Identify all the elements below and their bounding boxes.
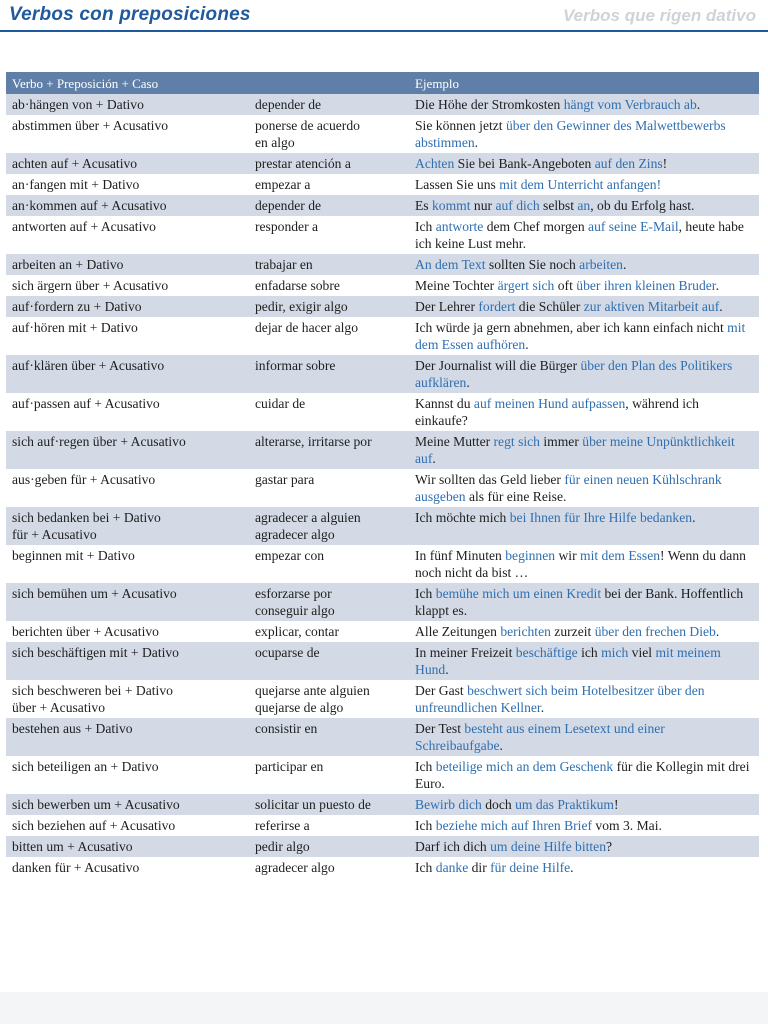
verb-cell bbox=[6, 507, 249, 545]
verb-cell bbox=[6, 393, 249, 431]
header-example: Ejemplo bbox=[409, 72, 759, 94]
example-highlight: mit dem Essen bbox=[580, 548, 661, 563]
meaning-cell bbox=[249, 836, 409, 857]
example-highlight: mit dem Essen aufhören bbox=[415, 320, 746, 352]
example-text: Der Test bbox=[415, 721, 465, 736]
table-row bbox=[6, 355, 759, 393]
verb-cell bbox=[6, 115, 249, 153]
title-underline bbox=[0, 30, 768, 32]
meaning-cell bbox=[249, 621, 409, 642]
table-row bbox=[6, 153, 759, 174]
example-highlight: auf seine E-Mail bbox=[588, 219, 679, 234]
verb-cell-line: arbeiten an + Dativo bbox=[12, 257, 124, 272]
example-cell bbox=[409, 642, 759, 680]
verb-cell-line: bestehen aus + Dativo bbox=[12, 721, 133, 736]
example-highlight: hängt vom Verbrauch ab bbox=[563, 97, 697, 112]
table-row bbox=[6, 794, 759, 815]
example-highlight: Achten bbox=[415, 156, 455, 171]
example-highlight: regt sich bbox=[493, 434, 540, 449]
example-text: . bbox=[715, 624, 720, 639]
verb-cell-line: achten auf + Acusativo bbox=[12, 156, 138, 171]
verb-cell-line: über + Acusativo bbox=[12, 700, 105, 715]
table-header-row bbox=[6, 72, 759, 94]
meaning-cell-line: consistir en bbox=[255, 721, 318, 736]
example-text: dem Chef morgen bbox=[483, 219, 589, 234]
example-highlight: um das Praktikum bbox=[515, 797, 614, 812]
verb-cell bbox=[6, 642, 249, 680]
example-cell bbox=[409, 680, 759, 718]
verb-cell bbox=[6, 94, 249, 115]
example-text: ! bbox=[662, 156, 668, 171]
example-highlight: ärgert sich bbox=[497, 278, 555, 293]
example-text: sollten Sie noch bbox=[485, 257, 580, 272]
example-highlight: arbeiten bbox=[579, 257, 623, 272]
example-text: Lassen Sie uns bbox=[415, 177, 500, 192]
example-cell bbox=[409, 153, 759, 174]
meaning-cell-line: agradecer a alguien bbox=[255, 510, 361, 525]
example-highlight: beziehe mich auf Ihren Brief bbox=[435, 818, 593, 833]
table-row bbox=[6, 254, 759, 275]
example-text: . bbox=[692, 510, 696, 525]
verb-cell-line: sich beschäftigen mit + Dativo bbox=[12, 645, 179, 660]
meaning-cell-line: gastar para bbox=[255, 472, 315, 487]
example-cell bbox=[409, 254, 759, 275]
meaning-cell bbox=[249, 680, 409, 718]
example-highlight: beginnen bbox=[505, 548, 556, 563]
meaning-cell-line: quejarse ante alguien bbox=[255, 683, 370, 698]
verb-cell-line: antworten auf + Acusativo bbox=[12, 219, 156, 234]
example-highlight: beteilige mich an dem Geschenk bbox=[435, 759, 614, 774]
verb-cell bbox=[6, 254, 249, 275]
example-cell bbox=[409, 393, 759, 431]
meaning-cell bbox=[249, 718, 409, 756]
example-highlight: besteht aus einem Lesetext und einer Schreibaufgabe bbox=[415, 721, 665, 753]
meaning-cell-line: pedir, exigir algo bbox=[255, 299, 348, 314]
example-text: Ich würde ja gern abnehmen, aber ich kann einfach nicht bbox=[415, 320, 728, 335]
example-text: Ich bbox=[415, 818, 436, 833]
table-row bbox=[6, 216, 759, 254]
example-highlight: um deine Hilfe bitten bbox=[490, 839, 607, 854]
verb-cell bbox=[6, 296, 249, 317]
example-text: ich bbox=[577, 645, 602, 660]
verb-cell bbox=[6, 621, 249, 642]
meaning-cell-line: empezar a bbox=[255, 177, 311, 192]
meaning-cell-line: ocuparse de bbox=[255, 645, 320, 660]
meaning-cell-line: prestar atención a bbox=[255, 156, 351, 171]
meaning-cell bbox=[249, 794, 409, 815]
example-highlight: auf meinen Hund aufpassen bbox=[473, 396, 626, 411]
bleed-through-title: Verbos que rigen dativo bbox=[562, 6, 756, 25]
example-cell bbox=[409, 431, 759, 469]
example-highlight: bei Ihnen für Ihre Hilfe bedanken bbox=[509, 510, 693, 525]
example-text: , ob du Erfolg hast. bbox=[590, 198, 695, 213]
meaning-cell bbox=[249, 815, 409, 836]
example-text: wir bbox=[555, 548, 580, 563]
example-highlight: berichten bbox=[500, 624, 551, 639]
example-highlight: für einen neuen Kühlschrank ausgeben bbox=[415, 472, 722, 504]
meaning-cell bbox=[249, 174, 409, 195]
verb-preposition-table bbox=[6, 72, 759, 878]
table-row bbox=[6, 680, 759, 718]
example-highlight: auf den Zins bbox=[594, 156, 663, 171]
meaning-cell-line: pedir algo bbox=[255, 839, 310, 854]
verb-cell-line: sich bedanken bei + Dativo bbox=[12, 510, 161, 525]
verb-cell-line: auf·passen auf + Acusativo bbox=[12, 396, 160, 411]
meaning-cell bbox=[249, 642, 409, 680]
example-text: bei der Bank. Hoffentlich klappt es. bbox=[415, 586, 744, 618]
meaning-cell-line: explicar, contar bbox=[255, 624, 339, 639]
verb-cell-line: aus·geben für + Acusativo bbox=[12, 472, 156, 487]
example-highlight: fordert bbox=[478, 299, 516, 314]
example-text: ? bbox=[606, 839, 613, 854]
meaning-cell-line: alterarse, irritarse por bbox=[255, 434, 372, 449]
verb-cell-line: sich beziehen auf + Acusativo bbox=[12, 818, 176, 833]
example-text: Sie bei Bank-Angeboten bbox=[454, 156, 595, 171]
verb-cell-line: berichten über + Acusativo bbox=[12, 624, 159, 639]
verb-cell bbox=[6, 680, 249, 718]
example-cell bbox=[409, 275, 759, 296]
meaning-cell-line: empezar con bbox=[255, 548, 325, 563]
verb-cell bbox=[6, 815, 249, 836]
table-row bbox=[6, 718, 759, 756]
example-text: . bbox=[696, 97, 701, 112]
example-highlight: über meine Unpünktlichkeit auf bbox=[415, 434, 735, 466]
example-text: Es bbox=[415, 198, 432, 213]
verb-cell bbox=[6, 756, 249, 794]
meaning-cell-line: agradecer algo bbox=[255, 527, 335, 542]
meaning-cell bbox=[249, 393, 409, 431]
example-cell bbox=[409, 857, 759, 878]
example-text: ! bbox=[614, 797, 619, 812]
example-text: viel bbox=[628, 645, 656, 660]
example-highlight: antworte bbox=[435, 219, 484, 234]
verb-cell bbox=[6, 431, 249, 469]
example-text: Ich bbox=[415, 219, 436, 234]
verb-cell-line: auf·hören mit + Dativo bbox=[12, 320, 138, 335]
example-highlight: kommt bbox=[432, 198, 471, 213]
verb-cell-line: ab·hängen von + Dativo bbox=[12, 97, 144, 112]
verb-cell bbox=[6, 355, 249, 393]
example-highlight: auf dich bbox=[495, 198, 540, 213]
example-text: für die Kollegin mit drei Euro. bbox=[415, 759, 750, 791]
meaning-cell bbox=[249, 216, 409, 254]
table-row bbox=[6, 815, 759, 836]
example-cell bbox=[409, 296, 759, 317]
meaning-cell-line: ponerse de acuerdo bbox=[255, 118, 360, 133]
example-text: In fünf Minuten bbox=[415, 548, 506, 563]
example-text: Der Journalist will die Bürger bbox=[415, 358, 581, 373]
meaning-cell-line: cuidar de bbox=[255, 396, 306, 411]
example-text: ! Wenn du dann noch nicht da bist … bbox=[415, 548, 746, 580]
page-title: Verbos con preposiciones bbox=[9, 4, 251, 25]
example-highlight: für deine Hilfe bbox=[490, 860, 571, 875]
verb-cell bbox=[6, 545, 249, 583]
table-row bbox=[6, 296, 759, 317]
table-row bbox=[6, 545, 759, 583]
verb-cell bbox=[6, 857, 249, 878]
example-text: Kannst du bbox=[415, 396, 474, 411]
example-highlight: bemühe mich um einen Kredit bbox=[435, 586, 602, 601]
example-text: Die Höhe der Stromkosten bbox=[415, 97, 564, 112]
example-text: In meiner Freizeit bbox=[415, 645, 516, 660]
example-text: die Schüler bbox=[515, 299, 584, 314]
example-text: Darf ich dich bbox=[415, 839, 491, 854]
example-highlight: über den Gewinner des Malwettbewerbs abstimmen bbox=[415, 118, 726, 150]
example-cell bbox=[409, 794, 759, 815]
table-row bbox=[6, 431, 759, 469]
verb-cell-line: sich ärgern über + Acusativo bbox=[12, 278, 169, 293]
verb-cell-line: bitten um + Acusativo bbox=[12, 839, 133, 854]
table-row bbox=[6, 115, 759, 153]
example-text: Wir sollten das Geld lieber bbox=[415, 472, 565, 487]
example-highlight: mich bbox=[601, 645, 629, 660]
meaning-cell bbox=[249, 469, 409, 507]
verb-cell bbox=[6, 216, 249, 254]
verb-cell-line: sich beteiligen an + Dativo bbox=[12, 759, 159, 774]
table-row bbox=[6, 94, 759, 115]
meaning-cell-line: referirse a bbox=[255, 818, 310, 833]
verb-cell bbox=[6, 153, 249, 174]
meaning-cell bbox=[249, 296, 409, 317]
meaning-cell bbox=[249, 195, 409, 216]
example-text: . bbox=[622, 257, 627, 272]
table-row bbox=[6, 507, 759, 545]
meaning-cell bbox=[249, 153, 409, 174]
table-row bbox=[6, 642, 759, 680]
example-text: . bbox=[474, 135, 479, 150]
table-row bbox=[6, 583, 759, 621]
verb-cell-line: für + Acusativo bbox=[12, 527, 97, 542]
example-highlight: mit dem Unterricht anfangen! bbox=[499, 177, 662, 192]
example-cell bbox=[409, 756, 759, 794]
example-cell bbox=[409, 355, 759, 393]
meaning-cell bbox=[249, 431, 409, 469]
meaning-cell-line: trabajar en bbox=[255, 257, 313, 272]
example-highlight: beschwert sich beim Hotelbesitzer über den unfreundlichen Kellner bbox=[415, 683, 705, 715]
verb-cell-line: an·kommen auf + Acusativo bbox=[12, 198, 167, 213]
verb-cell-line: sich beschweren bei + Dativo bbox=[12, 683, 173, 698]
example-text: zurzeit bbox=[550, 624, 595, 639]
verb-cell-line: an·fangen mit + Dativo bbox=[12, 177, 140, 192]
meaning-cell-line: agradecer algo bbox=[255, 860, 335, 875]
table-row bbox=[6, 174, 759, 195]
meaning-cell-line: responder a bbox=[255, 219, 319, 234]
example-text: . bbox=[540, 700, 545, 715]
verb-cell-line: auf·fordern zu + Dativo bbox=[12, 299, 142, 314]
meaning-cell bbox=[249, 756, 409, 794]
example-text: Der Lehrer bbox=[415, 299, 479, 314]
example-highlight: zur aktiven Mitarbeit auf bbox=[583, 299, 720, 314]
verb-cell bbox=[6, 718, 249, 756]
example-cell bbox=[409, 195, 759, 216]
example-highlight: Bewirb dich bbox=[415, 797, 482, 812]
example-highlight: beschäftige bbox=[515, 645, 578, 660]
example-highlight: an bbox=[577, 198, 591, 213]
meaning-cell bbox=[249, 94, 409, 115]
example-text: . bbox=[445, 662, 449, 677]
meaning-cell-line: participar en bbox=[255, 759, 324, 774]
example-highlight: mit meinem Hund bbox=[415, 645, 721, 677]
example-text: vom 3. Mai. bbox=[592, 818, 662, 833]
table-body bbox=[6, 94, 759, 878]
verb-cell-line: sich auf·regen über + Acusativo bbox=[12, 434, 186, 449]
example-text: . bbox=[719, 299, 723, 314]
meaning-cell bbox=[249, 857, 409, 878]
verb-cell bbox=[6, 469, 249, 507]
table-row bbox=[6, 393, 759, 431]
meaning-cell-line: solicitar un puesto de bbox=[255, 797, 371, 812]
example-text: nur bbox=[470, 198, 496, 213]
meaning-cell bbox=[249, 507, 409, 545]
page-bottom-margin bbox=[0, 992, 768, 1024]
meaning-cell bbox=[249, 275, 409, 296]
example-text: . bbox=[466, 375, 470, 390]
example-cell bbox=[409, 317, 759, 355]
example-text: Ich bbox=[415, 759, 436, 774]
table-row bbox=[6, 836, 759, 857]
verb-cell bbox=[6, 195, 249, 216]
example-cell bbox=[409, 469, 759, 507]
example-cell bbox=[409, 815, 759, 836]
meaning-cell-line: dejar de hacer algo bbox=[255, 320, 359, 335]
example-text: selbst bbox=[539, 198, 578, 213]
example-cell bbox=[409, 718, 759, 756]
meaning-cell bbox=[249, 115, 409, 153]
verb-cell bbox=[6, 174, 249, 195]
example-text: als für eine Reise. bbox=[465, 489, 567, 504]
example-text: dir bbox=[468, 860, 491, 875]
example-text: . bbox=[525, 337, 529, 352]
example-text: . bbox=[715, 278, 719, 293]
table-row bbox=[6, 275, 759, 296]
table-row bbox=[6, 317, 759, 355]
example-text: Alle Zeitungen bbox=[415, 624, 501, 639]
meaning-cell bbox=[249, 317, 409, 355]
header-translation bbox=[249, 72, 409, 94]
example-highlight: danke bbox=[435, 860, 469, 875]
example-text: Der Gast bbox=[415, 683, 468, 698]
example-text: Sie können jetzt bbox=[415, 118, 506, 133]
example-cell bbox=[409, 836, 759, 857]
table-row bbox=[6, 621, 759, 642]
table-row bbox=[6, 857, 759, 878]
verb-cell-line: danken für + Acusativo bbox=[12, 860, 140, 875]
example-cell bbox=[409, 94, 759, 115]
example-text: oft bbox=[554, 278, 577, 293]
example-text: Ich bbox=[415, 860, 436, 875]
example-text: immer bbox=[539, 434, 583, 449]
verb-cell-line: sich bemühen um + Acusativo bbox=[12, 586, 177, 601]
verb-cell-line: sich bewerben um + Acusativo bbox=[12, 797, 180, 812]
example-text: Ich bbox=[415, 586, 436, 601]
header-verb: Verbo + Preposición + Caso bbox=[6, 72, 249, 94]
example-text: . bbox=[432, 451, 436, 466]
meaning-cell-line: enfadarse sobre bbox=[255, 278, 340, 293]
table-row bbox=[6, 195, 759, 216]
example-cell bbox=[409, 507, 759, 545]
meaning-cell bbox=[249, 355, 409, 393]
verb-cell bbox=[6, 794, 249, 815]
verb-cell-line: auf·klären über + Acusativo bbox=[12, 358, 165, 373]
example-highlight: An dem Text bbox=[415, 257, 486, 272]
verb-cell bbox=[6, 583, 249, 621]
verb-cell-line: beginnen mit + Dativo bbox=[12, 548, 135, 563]
example-text: doch bbox=[481, 797, 516, 812]
example-text: . bbox=[499, 738, 503, 753]
meaning-cell bbox=[249, 254, 409, 275]
example-text: , während ich einkaufe? bbox=[415, 396, 699, 428]
table-row bbox=[6, 469, 759, 507]
verb-cell bbox=[6, 317, 249, 355]
meaning-cell bbox=[249, 545, 409, 583]
meaning-cell-line: informar sobre bbox=[255, 358, 336, 373]
verb-cell bbox=[6, 275, 249, 296]
verb-cell bbox=[6, 836, 249, 857]
example-text: Ich möchte mich bbox=[415, 510, 510, 525]
example-cell bbox=[409, 115, 759, 153]
meaning-cell-line: conseguir algo bbox=[255, 603, 335, 618]
example-text: , heute habe ich keine Lust mehr. bbox=[415, 219, 744, 251]
example-cell bbox=[409, 174, 759, 195]
meaning-cell-line: depender de bbox=[255, 97, 322, 112]
example-highlight: über ihren kleinen Bruder bbox=[576, 278, 716, 293]
verb-cell-line: abstimmen über + Acusativo bbox=[12, 118, 169, 133]
meaning-cell bbox=[249, 583, 409, 621]
meaning-cell-line: en algo bbox=[255, 135, 295, 150]
example-cell bbox=[409, 216, 759, 254]
table-row bbox=[6, 756, 759, 794]
example-text: Meine Mutter bbox=[415, 434, 494, 449]
meaning-cell-line: depender de bbox=[255, 198, 322, 213]
example-cell bbox=[409, 621, 759, 642]
example-cell bbox=[409, 545, 759, 583]
meaning-cell-line: esforzarse por bbox=[255, 586, 332, 601]
example-text: . bbox=[570, 860, 574, 875]
example-highlight: über den frechen Dieb bbox=[594, 624, 716, 639]
meaning-cell-line: quejarse de algo bbox=[255, 700, 344, 715]
example-text: Meine Tochter bbox=[415, 278, 498, 293]
example-cell bbox=[409, 583, 759, 621]
example-highlight: über den Plan des Politikers aufklären bbox=[415, 358, 733, 390]
